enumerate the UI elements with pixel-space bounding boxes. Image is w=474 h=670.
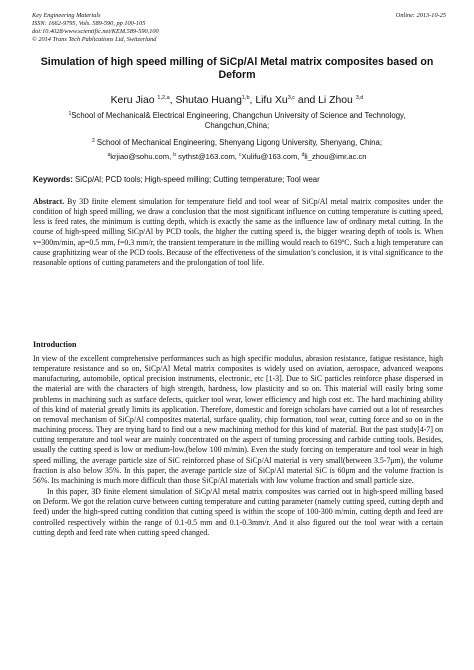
affiliation: $^1$School of Mechanical& Electrical Engineering, Changchun University of Science and Technology, Changchun,China;: [68, 111, 406, 130]
email-link[interactable]: Xulifu@163.com,: [241, 152, 302, 161]
author: Li Zhou $^{3,d}$: [318, 95, 364, 106]
section-heading-introduction: Introduction: [33, 340, 77, 349]
journal-name: Key Engineering Materials: [32, 12, 101, 19]
journal-issn: ISSN: 1662-9795, Vols. 589-590, pp 100-105: [32, 20, 146, 27]
author: Lifu Xu$^{3,c}$: [255, 95, 296, 106]
keywords: [33, 175, 443, 185]
abstract: [33, 197, 443, 268]
journal-header: [32, 12, 292, 44]
email-link[interactable]: krjiao@sohu.com,: [110, 152, 174, 161]
paragraph: In view of the excellent comprehensive performances such as high specific modulus, abrasion resistance, fatigue resistance, high temperature resistance and so on, SiCp/Al Metal matrix composites is widely used on aviation, aerospace, advanced weapons manufacturing, automobile, optical precision instruments, electronic, etc [1-3]. Due to SiC particles reinforce phase dispersed in the material are with the characters of high strength, hardness, low plasticity and so on. This material will easily bring some problems in machining such as surface defects, quicker tool wear, lower efficiency and high cost etc. The hard machining ability of this kind of material greatly limits its application. Therefore, domestic and foreign scholars have carried out a lot of researches on removal mechanism of SiCp/Al composites material, surface quality, chip formation, tool wear, cutting force and so on in the machining process. They are trying hard to find out a new machining method for this kind of material. But the past study[4-7] on cutting temperature and tool wear are mainly concentrated on the aspect of turning processing and carbide cutting tools. Besides, usually the cutting speed is low or medium-low.(below 100 m/min). Even the study forcing on temperature and tool wear in high speed milling, the average particle size of SiC reinforced phase of SiCp/Al material is very small(between 3.5-7μm), the volume fraction is also below 35%. In this paper, the average particle size of SiCp/Al material SiC is 60μm and the volume fraction is 56%. Its machining is much more difficult than those SiCp/Al materials with low volume fraction and small particle size.: [33, 354, 443, 485]
email-link[interactable]: li_zhou@imr.ac.cn: [304, 152, 367, 161]
email-link[interactable]: sythst@163.com,: [176, 152, 240, 161]
author: Shutao Huang$^{1,b}$: [175, 95, 250, 106]
author-emails: $^a$krjiao@sohu.com, $^b$ sythst@163.com, $^c$Xulifu@163.com, $^d$li_zhou@imr.ac.cn: [107, 152, 367, 161]
journal-doi: doi:10.4028/www.scientific.net/KEM.589-590.100: [32, 28, 159, 35]
author-list: Keru Jiao $^{1,2,a}$, Shutao Huang$^{1,b}$, Lifu Xu$^{3,c}$ and Li Zhou $^{3,d}$: [110, 95, 364, 106]
abstract-label: Abstract.: [33, 197, 65, 206]
paper-title: Simulation of high speed milling of SiCp/Al Metal matrix composites based on Deform: [40, 56, 434, 81]
paragraph: In this paper, 3D finite element simulation of SiCp/Al metal matrix composites was carried out in high-speed milling based on Deform. We got the relation curve between cutting temperature and cutting parameter (namely cutting speed, cutting depth and feed) under the high-speed cutting condition that cutting speed is within the scope of 100-300 m/min, cutting depth and feed are controlled respectively within the range of 0.1-0.5 mm and 0.1-0.3mm/r. And it also figured out the tool wear with a certain cutting depth and feed rate when cutting speed changed.: [33, 487, 443, 537]
abstract-text: By 3D finite element simulation for temperature field and tool wear of SiCp/Al metal matrix composites under the condition of high speed milling, we draw a conclusion that the most significant influence on cutting temperature is cutting speed, less is feed rates, the minimum is cutting depth, which is exactly the same as the influence law of ordinary metal cutting. In the course of high-speed milling SiCp/Al by PCD tools, the higher the cutting speed is, the bigger wearing depth of tools is. When v=300m/min, ap=0.5 mm, f=0.3 mm/r, the transient temperature in the milling would reach to 619ºC. Such a high temperature can cause graphitizing wear of the PCD tools. Because of the effectiveness of the simulation’s conclusion, it is vital significance to the reasonable options of cutting parameters and the prolongation of tool life.: [33, 197, 443, 267]
keywords-text: SiCp/Al; PCD tools; High-speed milling; Cutting temperature; Tool wear: [72, 175, 320, 184]
introduction-body: [33, 354, 443, 538]
keywords-label: Keywords:: [33, 175, 73, 184]
affiliation: $^2$ School of Mechanical Engineering, Shenyang Ligong University, Shenyang, China;: [91, 138, 382, 147]
online-date: Online: 2013-10-25: [395, 12, 446, 19]
journal-copyright: © 2014 Trans Tech Publications Ltd, Switzerland: [32, 36, 157, 43]
author: Keru Jiao $^{1,2,a}$: [110, 95, 170, 106]
